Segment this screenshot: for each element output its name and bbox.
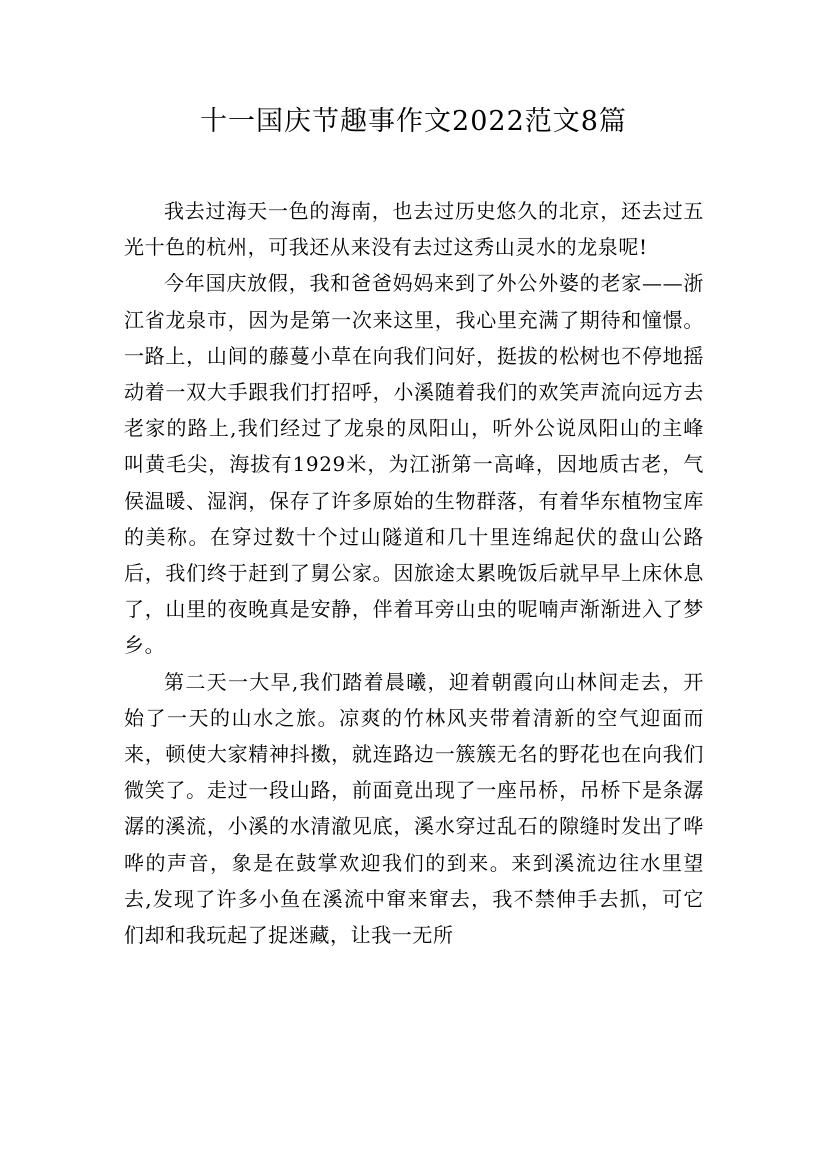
document-title: 十一国庆节趣事作文2022范文8篇 (200, 106, 627, 137)
paragraph: 我去过海天一色的海南，也去过历史悠久的北京，还去过五光十色的杭州，可我还从来没有去过这秀山灵水的龙泉呢! (124, 199, 704, 260)
document-body (124, 193, 704, 953)
paragraph: 第二天一大早,我们踏着晨曦，迎着朝霞向山林间走去，开始了一天的山水之旅。凉爽的竹林风夹带着清新的空气迎面而来，顿使大家精神抖擞，就连路边一簇簇无名的野花也在向我们微笑了。走过一段山路，前面竟出现了一座吊桥，吊桥下是条潺潺的溪流，小溪的水清澈见底，溪水穿过乱石的隙缝时发出了哗哗的声音，象是在鼓掌欢迎我们的到来。来到溪流边往水里望去,发现了许多小鱼在溪流中窜来窜去，我不禁伸手去抓，可它们却和我玩起了捉迷藏，让我一无所 (124, 669, 704, 948)
paragraph: 今年国庆放假，我和爸爸妈妈来到了外公外婆的老家——浙江省龙泉市，因为是第一次来这里，我心里充满了期待和憧憬。一路上，山间的藤蔓小草在向我们问好，挺拔的松树也不停地摇动着一双大手跟我们打招呼，小溪随着我们的欢笑声流向远方去老家的路上,我们经过了龙泉的凤阳山，听外公说凤阳山的主峰叫黄毛尖，海拔有1929米，为江浙第一高峰，因地质古老，气侯温暖、湿润，保存了许多原始的生物群落，有着华东植物宝库的美称。在穿过数十个过山隧道和几十里连绵起伏的盘山公路后，我们终于赶到了舅公家。因旅途太累晚饭后就早早上床休息了，山里的夜晚真是安静，伴着耳旁山虫的呢喃声渐渐进入了梦乡。 (124, 271, 704, 658)
